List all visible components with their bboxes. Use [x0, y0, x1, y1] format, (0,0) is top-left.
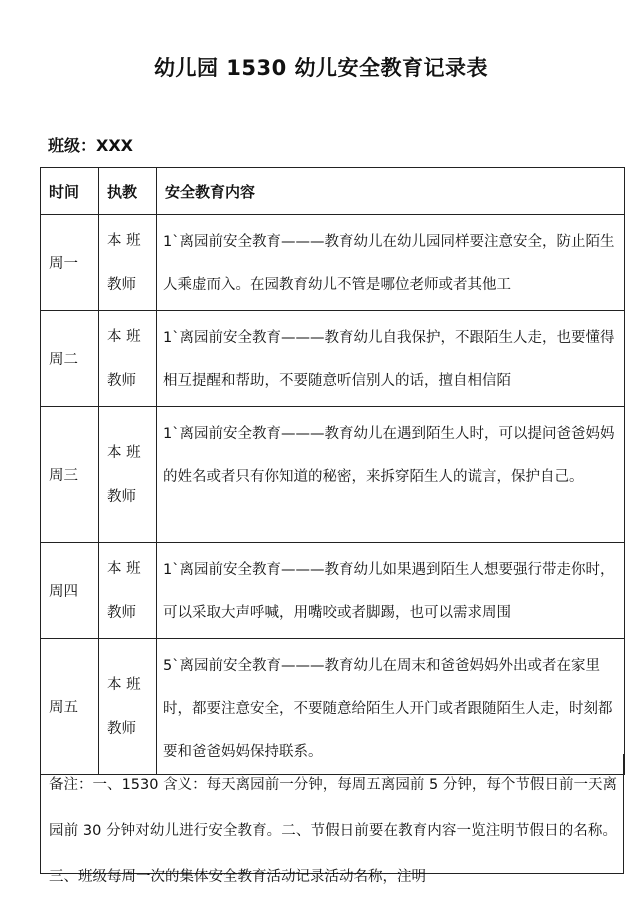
teacher-cell — [99, 543, 157, 639]
day-cell: 周三 — [41, 407, 99, 543]
teacher-line2: 教师 — [107, 604, 136, 621]
header-teacher: 执教 — [99, 168, 157, 215]
teacher-line1: 本 班 — [107, 232, 141, 249]
content-cell — [157, 543, 625, 639]
content-text: 1`离园前安全教育———教育幼儿自我保护，不跟陌生人走，也要懂得相互提醒和帮助，不要随意听信别人的话，擅自相信陌 — [163, 330, 615, 389]
day-cell: 周二 — [41, 311, 99, 407]
table-row-wednesday — [41, 407, 625, 543]
content-cell — [157, 407, 625, 543]
safety-record-table — [40, 167, 625, 775]
document-title: 幼儿园 1530 幼儿安全教育记录表 — [153, 56, 489, 80]
day-cell: 周五 — [41, 639, 99, 775]
table-header-row — [41, 168, 625, 215]
content-cell — [157, 215, 625, 311]
content-text: 5`离园前安全教育———教育幼儿在周末和爸爸妈妈外出或者在家里时，都要注意安全，不要随意给陌生人开门或者跟随陌生人走，时刻都要和爸爸妈妈保持联系。 — [163, 658, 613, 760]
teacher-line2: 教师 — [107, 276, 136, 293]
teacher-line1: 本 班 — [107, 560, 141, 577]
content-cell — [157, 311, 625, 407]
class-label: 班级：XXX — [48, 136, 134, 155]
teacher-cell — [99, 407, 157, 543]
teacher-line1: 本 班 — [107, 328, 141, 345]
day-cell: 周一 — [41, 215, 99, 311]
teacher-line2: 教师 — [107, 720, 136, 737]
teacher-line1: 本 班 — [107, 676, 141, 693]
day-cell: 周四 — [41, 543, 99, 639]
teacher-cell — [99, 215, 157, 311]
teacher-cell — [99, 311, 157, 407]
header-content: 安全教育内容 — [157, 168, 625, 215]
content-text: 1`离园前安全教育———教育幼儿在幼儿园同样要注意安全，防止陌生人乘虚而入。在园教育幼儿不管是哪位老师或者其他工 — [163, 234, 615, 293]
teacher-line2: 教师 — [107, 488, 136, 505]
teacher-line2: 教师 — [107, 372, 136, 389]
table-row-monday — [41, 215, 625, 311]
table-row-thursday — [41, 543, 625, 639]
table-row-tuesday — [41, 311, 625, 407]
content-text: 1`离园前安全教育———教育幼儿在遇到陌生人时，可以提问爸爸妈妈的姓名或者只有你知道的秘密，来拆穿陌生人的谎言，保护自己。 — [163, 426, 615, 485]
remarks-note: 备注：一、1530 含义：每天离园前一分钟，每周五离园前 5 分钟，每个节假日前一天离园前 30 分钟对幼儿进行安全教育。二、节假日前要在教育内容一览注明节假日的名称。三、班级每周一次的集体安全教育活动记录活动名称，注明 — [40, 754, 624, 874]
teacher-line1: 本 班 — [107, 444, 141, 461]
content-text: 1`离园前安全教育———教育幼儿如果遇到陌生人想要强行带走你时，可以采取大声呼喊，用嘴咬或者脚踢，也可以需求周围 — [163, 562, 615, 621]
header-time: 时间 — [41, 168, 99, 215]
